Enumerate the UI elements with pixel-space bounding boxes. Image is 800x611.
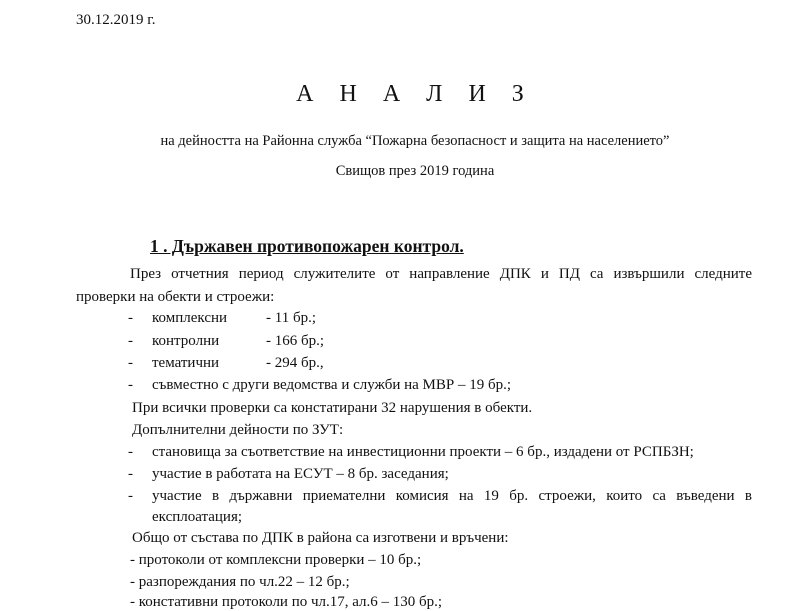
list-bullet: - xyxy=(128,377,133,393)
document-subtitle-line1: на дейността на Районна служба “Пожарна безопасност и защита на населението” xyxy=(160,133,670,149)
additional-item: участие в работата на ЕСУТ – 8 бр. заседания; xyxy=(152,466,449,482)
document-title: А Н А Л И З xyxy=(296,81,534,107)
violations-text: При всички проверки са констатирани 32 нарушения в обекти. xyxy=(132,400,533,416)
document-subtitle-line2: Свищов през 2019 година xyxy=(335,163,495,179)
additional-item: участие в държавни приемателни комисия на 19 бр. строежи, които са въведени в xyxy=(152,488,752,504)
document-date: 30.12.2019 г. xyxy=(76,12,156,28)
intro-line2: проверки на обекти и строежи: xyxy=(76,289,275,305)
inspection-value: - 294 бр., xyxy=(266,355,324,371)
additional-heading: Допълнителни дейности по ЗУТ: xyxy=(132,422,344,438)
additional-item: становища за съответствие на инвестиционни проекти – 6 бр., издадени от РСПБЗН; xyxy=(152,444,694,460)
total-item: - констативни протоколи по чл.17, ал.6 – 130 бр.; xyxy=(130,594,443,610)
inspection-value: - 166 бр.; xyxy=(266,333,325,349)
total-item: - протоколи от комплексни проверки – 10 бр.; xyxy=(130,552,422,568)
inspection-value: - 11 бр.; xyxy=(266,310,316,326)
additional-item-continued: експлоатация; xyxy=(152,509,243,525)
list-bullet: - xyxy=(128,333,133,349)
intro-line1: През отчетния период служителите от направление ДПК и ПД са извършили следните xyxy=(130,266,752,282)
inspection-label: тематични xyxy=(152,355,220,371)
total-heading: Общо от състава по ДПК в района са изготвени и връчени: xyxy=(132,530,509,546)
list-bullet: - xyxy=(128,444,133,460)
list-bullet: - xyxy=(128,310,133,326)
total-item: - разпореждания по чл.22 – 12 бр.; xyxy=(130,574,350,590)
list-bullet: - xyxy=(128,355,133,371)
list-bullet: - xyxy=(128,488,133,504)
inspection-label: комплексни xyxy=(152,310,228,326)
inspection-label: съвместно с други ведомства и служби на МВР – 19 бр.; xyxy=(152,377,512,393)
list-bullet: - xyxy=(128,466,133,482)
section-heading: 1 . Държавен противопожарен контрол. xyxy=(150,236,464,256)
inspection-label: контролни xyxy=(152,333,220,349)
